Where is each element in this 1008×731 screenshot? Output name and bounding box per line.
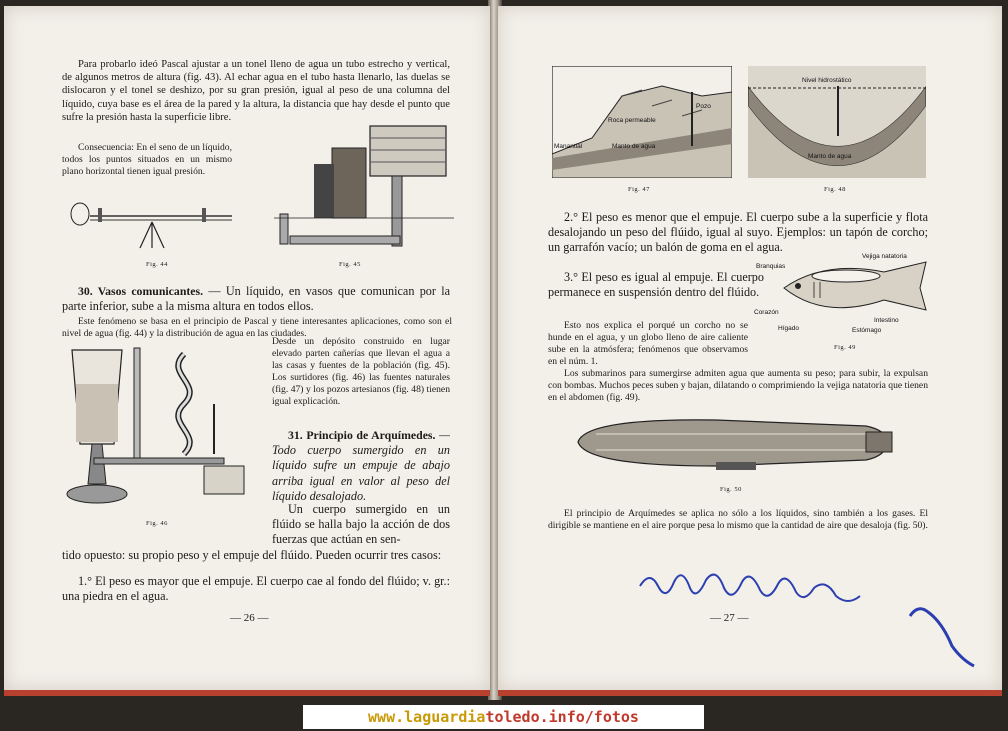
fig47-label-pozo: Pozo — [696, 103, 711, 110]
fig49-label-intestino: Intestino — [874, 317, 899, 324]
caso-1: 1.° El peso es mayor que el empuje. El cuerpo cae al fondo del flúido; v. gr.: una piedra en el agua. — [62, 574, 450, 604]
fig47-label-manantial: Manantial — [554, 143, 583, 150]
fig49-label-vejiga: Vejiga natatoria — [862, 253, 907, 260]
figure-46-communicating-vessels — [64, 344, 248, 514]
figure-47-natural-spring — [552, 66, 732, 178]
principio-gases-paragraph: El principio de Arquímedes se aplica no sólo a los líquidos, sino también a los gases. El dirigible se mantiene en el aire porque pesa lo mismo que la cantidad de aire que desaloja (fig. 50). — [548, 508, 928, 531]
right-page — [498, 6, 1002, 696]
pascal-paragraph: Para probarlo ideó Pascal ajustar a un tonel lleno de agua un tubo estrecho y vertical, de algunos metros de altura (fig. 43). Al echar agua en el tubo hasta llenarlo, las duelas se dislocaron y el tonel se deshizo, por su gran presión, igual al peso de una columna del líquido, cuya base es el área de la pared y la altura, la distancia que hay desde el punto que sufre la presión hasta la superficie libre. — [62, 59, 450, 123]
figure-44-level — [62, 198, 242, 258]
fig49-label-branquias: Branquias — [756, 263, 786, 270]
fig-46-caption: Fig. 46 — [146, 520, 168, 527]
fig47-label-roca: Roca permeable — [608, 117, 656, 124]
watermark-part-2: toledo.info/fotos — [485, 708, 639, 726]
fig-48-caption: Fig. 48 — [824, 186, 846, 193]
figure-48-artesian-well — [748, 66, 926, 178]
fig48-label-manto: Manto de agua — [808, 153, 852, 160]
fig49-label-estomago: Estómago — [852, 327, 882, 334]
section-31-text: — Todo cuerpo sumergido en un líquido sufre un empuje de abajo arriba igual en valor al peso del líquido desalojado. — [272, 428, 450, 503]
fig-47-caption: Fig. 47 — [628, 186, 650, 193]
cuerpo-side-paragraph: Un cuerpo sumergido en un flúido se halla bajo la acción de dos fuerzas que actúan en sen- — [272, 502, 450, 547]
fig-49-caption: Fig. 49 — [834, 344, 856, 351]
section-30-text: — Un líquido, en vasos que comunican por la parte inferior, sube a la misma altura en todos ellos. — [62, 284, 451, 314]
section-31 — [272, 428, 450, 504]
fig48-label-nivel: Nivel hidrostático — [802, 77, 852, 84]
fig49-label-corazon: Corazón — [754, 309, 779, 316]
figure-45-water-distribution — [274, 118, 454, 258]
pen-mark-icon — [902, 602, 982, 672]
fig-50-caption: Fig. 50 — [720, 486, 742, 493]
left-page-number: — 26 — — [230, 612, 269, 624]
submarinos-paragraph: Los submarinos para sumergirse admiten agua que aumenta su peso; para subir, la expulsan con bombas. Muchos peces suben y bajan, dilatando o comprimiendo la vejiga natatoria que tienen en el abdomen (fig. 49). — [548, 368, 928, 403]
fig-44-caption: Fig. 44 — [146, 261, 168, 268]
section-31-title: 31. Principio de Arquímedes. — [288, 428, 436, 442]
fig47-label-manto: Manto de agua — [612, 143, 656, 150]
corcho-paragraph: Esto nos explica el porqué un corcho no se hunde en el agua, y un globo lleno de aire caliente sube en la atmósfera; fenómenos que observamos en el núm. 1. — [548, 320, 748, 367]
figure-50-dirigible — [566, 412, 902, 476]
caso-3: 3.° El peso es igual al empuje. El cuerpo permanece en suspensión dentro del flúido. — [548, 270, 764, 300]
caso-2: 2.° El peso es menor que el empuje. El cuerpo sube a la superficie y flota desalojando un peso del flúido, igual al suyo. Ejemplos: un tapón de corcho; un garrafón vacío; un balón de goma en el agua. — [548, 210, 928, 255]
cuerpo-full-paragraph: tido opuesto: su propio peso y el empuje del flúido. Pueden ocurrir tres casos: — [62, 548, 442, 562]
consecuencia-paragraph: Consecuencia: En el seno de un líquido, todos los puntos situados en un mismo plano horizontal tienen igual presión. — [62, 142, 232, 177]
fundamento-side-paragraph: Desde un depósito construido en lugar elevado parten cañerías que llevan el agua a las casas y fuentes de la población (fig. 45). Los surtidores (fig. 46) las fuentes naturales (fig. 47) y los pozos artesianos (fig. 48) tienen igual explicación. — [272, 336, 450, 407]
fig-45-caption: Fig. 45 — [339, 261, 361, 268]
right-page-number: — 27 — — [710, 612, 749, 624]
watermark-url — [303, 705, 704, 729]
handwritten-scribble-icon — [636, 566, 872, 610]
section-30-title: 30. Vasos comunicantes. — [78, 284, 204, 298]
figure-49-fish-anatomy — [754, 248, 930, 338]
watermark-part-1: www.laguardia — [368, 708, 486, 726]
fig49-label-higado: Hígado — [778, 325, 799, 332]
section-30 — [62, 284, 450, 314]
fundamento-paragraph: Este fenómeno se basa en el principio de Pascal y tiene interesantes aplicaciones, como son el nivel de agua (fig. 44) y la distribución de agua en las ciudades. — [62, 316, 452, 339]
left-page — [4, 6, 490, 696]
